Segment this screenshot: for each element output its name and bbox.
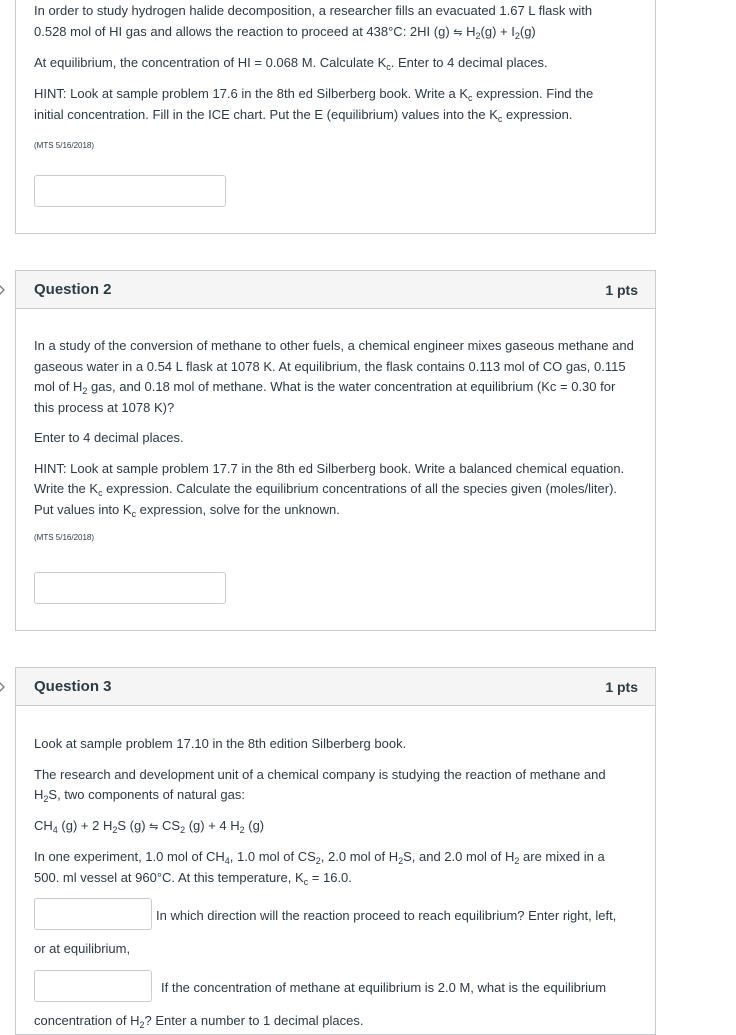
q3-direction-input[interactable] (34, 898, 152, 930)
chevron-right-icon (0, 680, 6, 694)
q1-stamp: (MTS 5/16/2018) (34, 141, 95, 150)
q1-given: At equilibrium, the concentration of HI = 0.068 M. Calculate $K_c$. Enter to 4 decimal places. (34, 55, 548, 72)
q3-direction-question-cont: or at equilibrium, (34, 941, 131, 956)
chevron-right-icon (0, 283, 6, 297)
q1-text-line2: 0.528 mol of HI gas and allows the reaction to proceed at 438°C: 2HI (g) ⇋ $H_2(g) + I_2(g)$ (34, 24, 536, 41)
question-3-header (15, 667, 656, 706)
q3-h2s-question: If the concentration of methane at equilibrium is 2.0 M, what is the equilibrium (161, 980, 607, 995)
equilibrium-arrow-icon: ⇋ (149, 819, 159, 833)
question-3-body (15, 705, 656, 1035)
q1-text-line1: In order to study hydrogen halide decomposition, a researcher fills an evacuated 1.67 L flask with (34, 3, 593, 18)
question-3-points: 1 pts (605, 679, 638, 695)
q2-answer-input[interactable] (34, 572, 226, 604)
question-3-title: Question 3 (34, 678, 112, 695)
q3-experiment: In one experiment, 1.0 mol of $CH_4$, 1.0 mol of $CS_2$, 2.0 mol of $H_2S$, and 2.0 mol of $H_2$ are mixed in a 500. ml vessel at 960°C. At this temperature, $K_c = 16.0$. (34, 849, 605, 887)
q2-instruction: Enter to 4 decimal places. (34, 430, 184, 445)
q2-hint: HINT: Look at sample problem 17.7 in the 8th ed Silberberg book. Write a balanced chemical equation. Write the $K_c$ expression. Calculate the equilibrium concentrations of all the species given (moles/liter). Put values into $K_c$ expression, solve for the unknown. (34, 460, 625, 519)
q2-text: In a study of the conversion of methane to other fuels, a chemical engineer mixes gaseous methane and gaseous water in a 0.54 L flask at 1078 K. At equilibrium, the flask contains 0.113 mol of CO gas, 0.115 mol of $H_2$ gas, and 0.18 mol of methane. What is the water concentration at equilibrium (Kc = 0.30 for this process at 1078 K)? (34, 338, 634, 415)
q3-equation: $CH_4$ (g) + 2 $H_2S$ (g) ⇋ $CS_2$ (g) + 4 $H_2$ (g) (34, 817, 265, 835)
q3-h2s-concentration-input[interactable] (34, 970, 152, 1002)
question-2-body (15, 308, 656, 631)
question-2-points: 1 pts (605, 282, 638, 298)
question-1-body (15, 0, 656, 234)
question-2-header (15, 270, 656, 309)
equilibrium-arrow-icon: ⇋ (453, 26, 463, 39)
q2-stamp: (MTS 5/16/2018) (34, 533, 95, 542)
question-2-title: Question 2 (34, 281, 112, 298)
q1-hint: HINT: Look at sample problem 17.6 in the 8th ed Silberberg book. Write a $K_c$ expression. Find the initial concentration. Fill in the ICE chart. Put the E (equilibrium) values into the $K_c$ expression. (34, 86, 594, 124)
q3-h2s-question-cont: concentration of $H_2$? Enter a number to 1 decimal places. (34, 1013, 364, 1030)
q3-intro: The research and development unit of a chemical company is studying the reaction of methane and $H_2S$, two components of natural gas: (34, 766, 606, 804)
q1-answer-input[interactable] (34, 175, 226, 207)
q3-reference: Look at sample problem 17.10 in the 8th edition Silberberg book. (34, 736, 407, 751)
q3-direction-question: In which direction will the reaction proceed to reach equilibrium? Enter right, left, (156, 908, 617, 923)
